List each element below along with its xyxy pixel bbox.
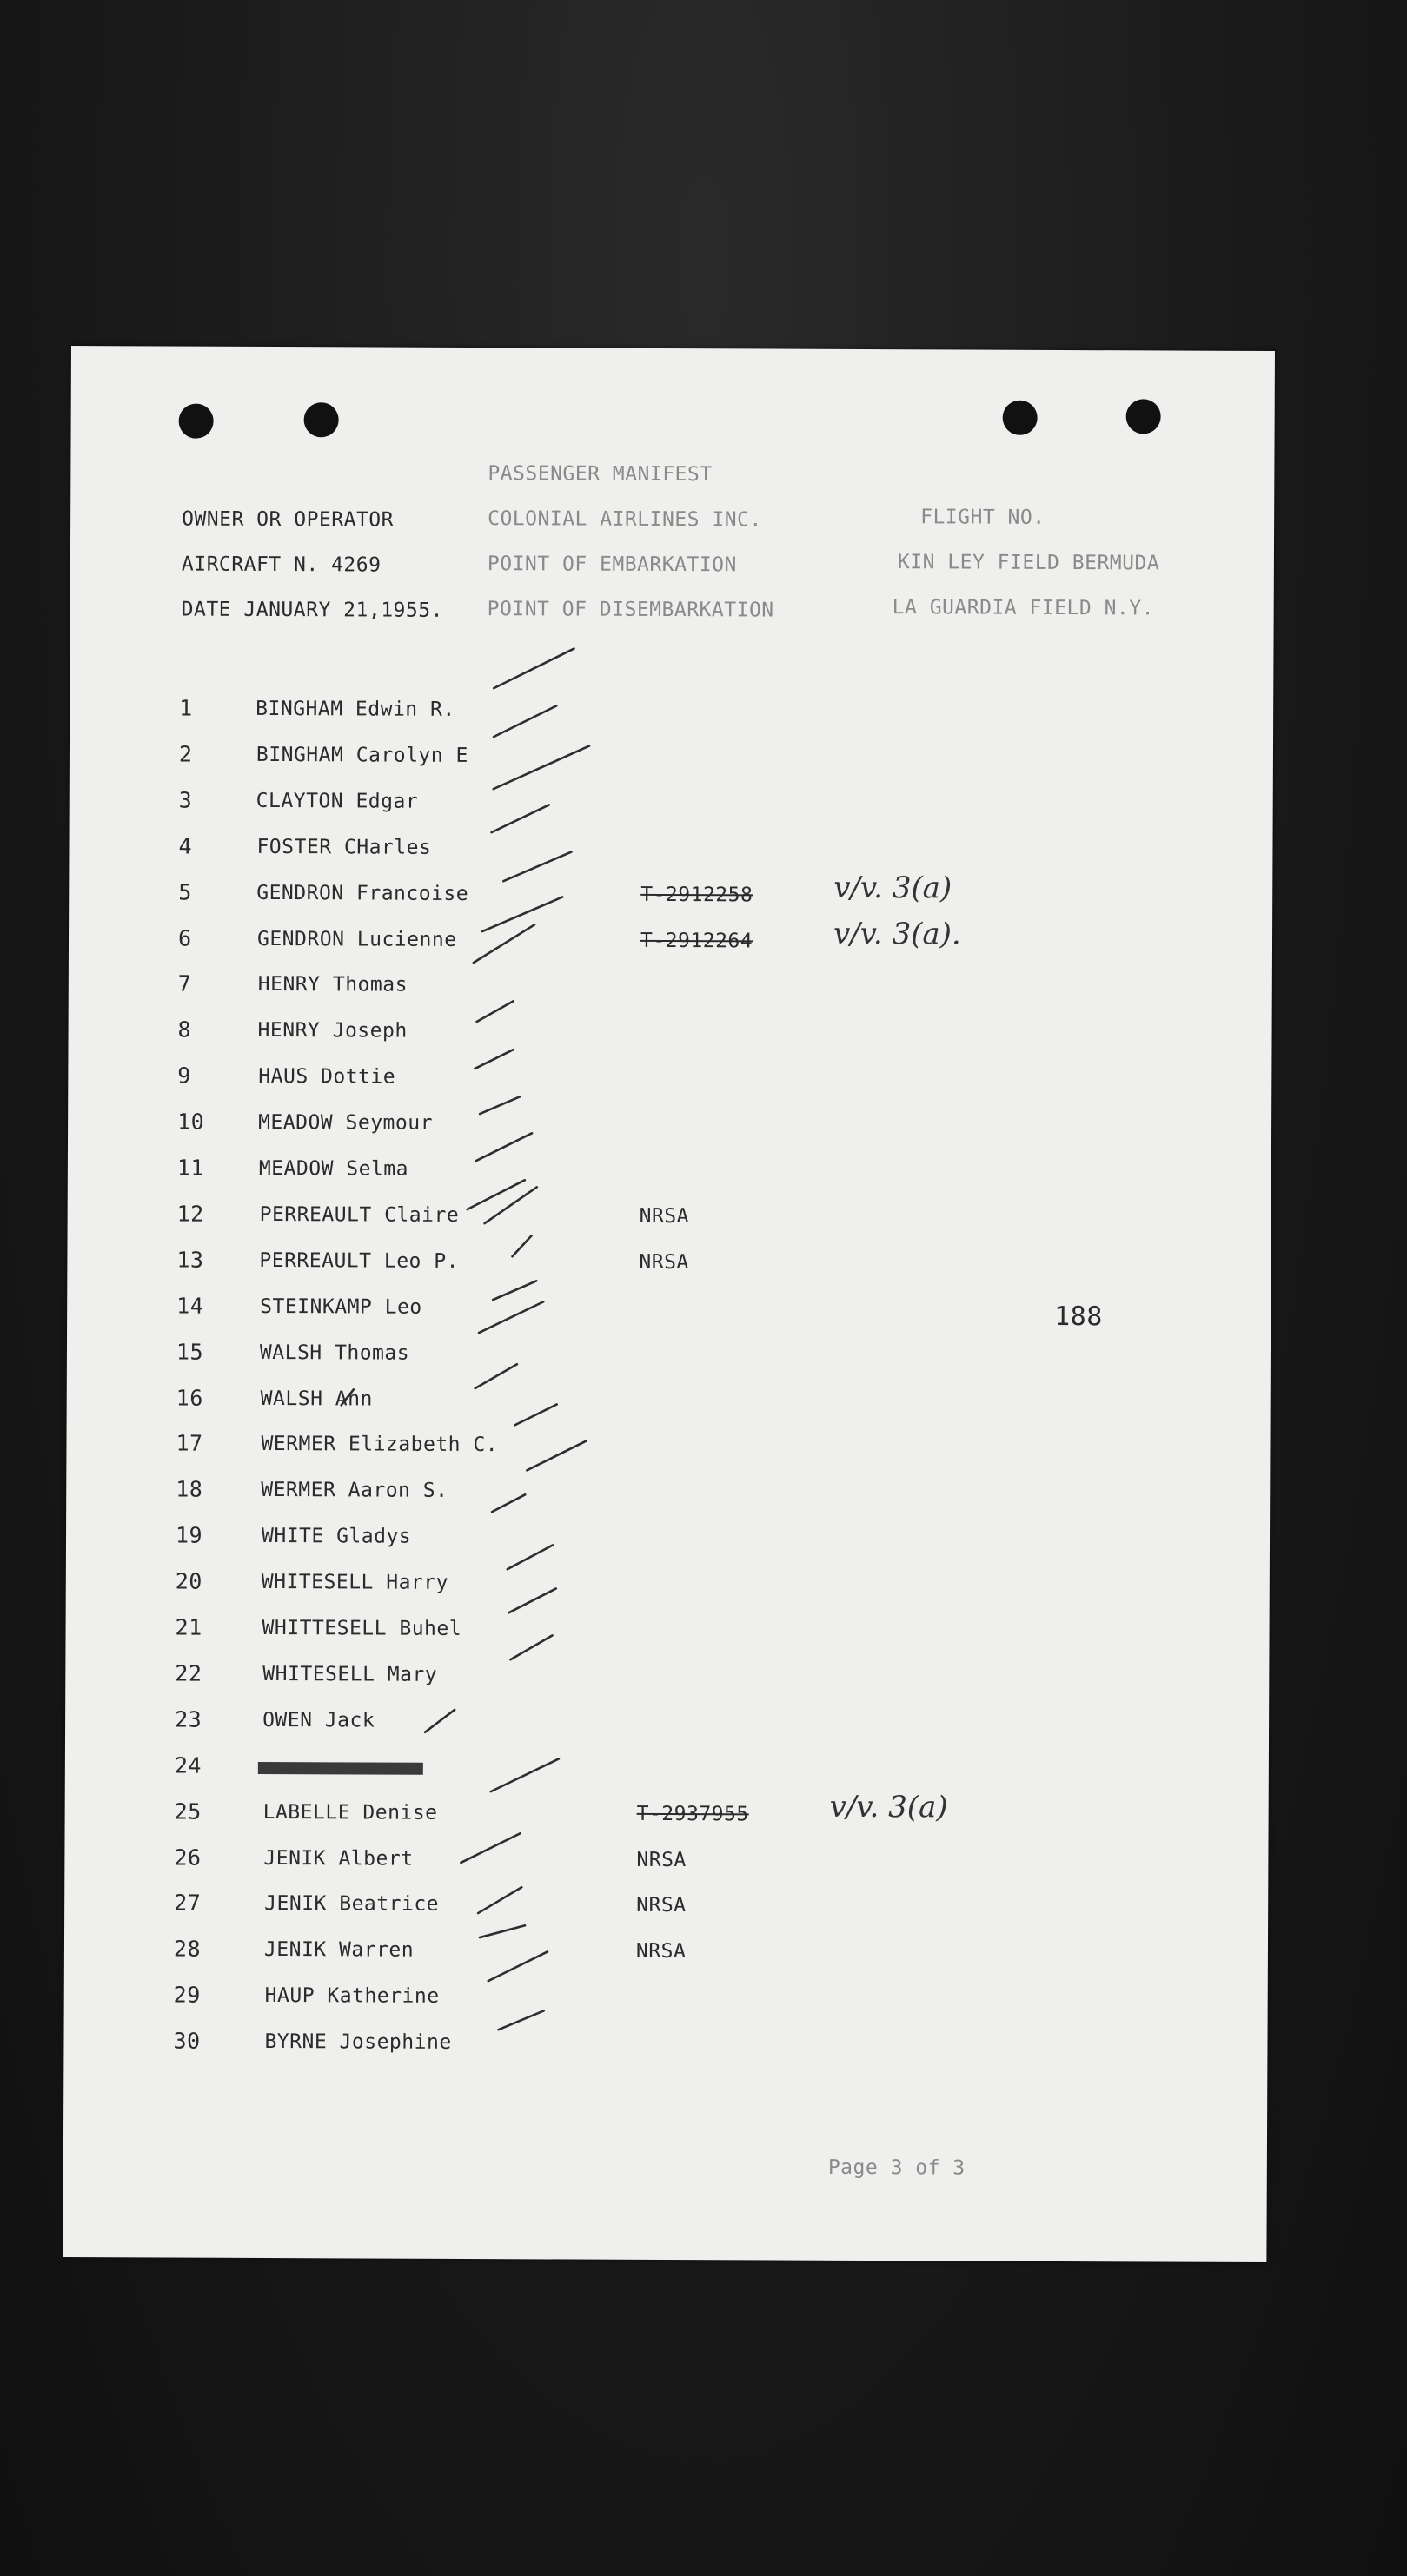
page-footer: Page 3 of 3 [827,2155,966,2180]
flight-label: FLIGHT NO. [920,506,1045,529]
passenger-name: JENIK Warren [263,1937,415,1962]
row-number: 29 [173,1982,201,2008]
embarkation-value: KIN LEY FIELD BERMUDA [897,551,1160,575]
passenger-name: GENDRON Francoise [256,881,469,906]
punch-hole [1003,401,1038,435]
owner-value: COLONIAL AIRLINES INC. [488,507,762,532]
row-number: 15 [176,1339,204,1365]
row-number: 6 [177,925,192,951]
passenger-name: MEADOW Selma [258,1156,409,1181]
punch-hole [1126,399,1161,434]
row-number: 17 [176,1430,203,1456]
passenger-note: NRSA [635,1939,687,1963]
row-number: 5 [178,879,192,905]
passenger-name: WHITESELL Mary [262,1662,438,1686]
passenger-name: FOSTER CHarles [256,835,432,859]
row-number: 24 [174,1752,202,1778]
row-number: 27 [174,1890,202,1916]
passenger-note: T-2912258 [640,883,753,907]
row-number: 3 [178,787,193,813]
passenger-name: OWEN Jack [262,1708,375,1732]
passenger-note: NRSA [639,1204,690,1228]
handwritten-annotation: v/v. 3(a) [829,1789,948,1825]
passenger-name: BINGHAM Carolyn E [256,743,468,767]
row-number: 25 [174,1798,202,1824]
handwritten-annotation: v/v. 3(a). [833,916,961,952]
passenger-note: NRSA [636,1893,687,1917]
row-number: 11 [176,1155,205,1181]
row-number: 2 [178,741,193,767]
passenger-name: GENDRON Lucienne [256,927,457,951]
passenger-name: WERMER Elizabeth C. [261,1432,499,1457]
row-number: 28 [173,1936,202,1962]
passenger-note: T-2937955 [636,1802,749,1826]
passenger-name: HAUS Dottie [258,1064,396,1089]
row-number: 18 [176,1476,203,1502]
side-number: 188 [1054,1301,1103,1333]
row-number: 21 [175,1614,202,1640]
embarkation-label: POINT OF EMBARKATION [487,553,737,577]
passenger-name: WHITE Gladys [261,1524,412,1548]
passenger-name: PERREAULT Leo P. [259,1248,460,1273]
passenger-name: HAUP Katherine [264,1983,440,2008]
handwritten-annotation: v/v. 3(a) [833,870,952,906]
passenger-name: JENIK Albert [263,1846,414,1871]
row-number: 26 [174,1844,202,1871]
aircraft-label: AIRCRAFT N. 4269 [181,553,382,577]
redacted-name [258,1762,423,1775]
row-number: 10 [177,1109,205,1135]
row-number: 20 [175,1568,202,1594]
row-number: 16 [176,1385,203,1411]
owner-label: OWNER OR OPERATOR [182,507,395,532]
passenger-name: BYRNE Josephine [264,2030,452,2054]
passenger-name: WALSH Ann [260,1387,373,1411]
passenger-name: WHITESELL Harry [261,1570,449,1594]
date-label: DATE JANUARY 21,1955. [181,598,444,622]
passenger-name: HENRY Thomas [257,972,408,997]
passenger-name: WHITTESELL Buhel [262,1616,462,1640]
passenger-name: CLAYTON Edgar [256,789,419,813]
passenger-note: NRSA [636,1848,687,1872]
row-number: 13 [176,1247,204,1273]
row-number: 14 [176,1293,204,1319]
row-number: 8 [177,1016,192,1043]
disembarkation-label: POINT OF DISEMBARKATION [487,598,774,622]
passenger-name: JENIK Beatrice [264,1891,440,1916]
row-number: 1 [179,695,193,721]
passenger-note: NRSA [639,1250,689,1275]
passenger-name: PERREAULT Claire [259,1202,460,1227]
punch-hole [304,402,339,437]
row-number: 7 [177,970,192,997]
row-number: 12 [176,1201,204,1227]
row-number: 30 [173,2028,201,2054]
passenger-name: MEADOW Seymour [258,1110,434,1135]
passenger-name: BINGHAM Edwin R. [256,697,455,721]
manifest-title: PASSENGER MANIFEST [488,462,713,487]
manifest-sheet [63,346,1275,2262]
row-number: 22 [175,1660,202,1686]
row-number: 4 [178,833,193,859]
row-number: 23 [175,1706,202,1732]
passenger-name: WALSH Thomas [259,1341,410,1365]
passenger-name: HENRY Joseph [257,1018,408,1043]
passenger-note: T-2912264 [640,929,753,953]
punch-hole [179,404,214,439]
row-number: 9 [177,1063,191,1089]
passenger-name: LABELLE Denise [262,1800,438,1824]
row-number: 19 [175,1522,203,1548]
passenger-name: WERMER Aaron S. [261,1478,448,1502]
passenger-name: STEINKAMP Leo [260,1295,422,1319]
disembarkation-value: LA GUARDIA FIELD N.Y. [892,596,1155,620]
